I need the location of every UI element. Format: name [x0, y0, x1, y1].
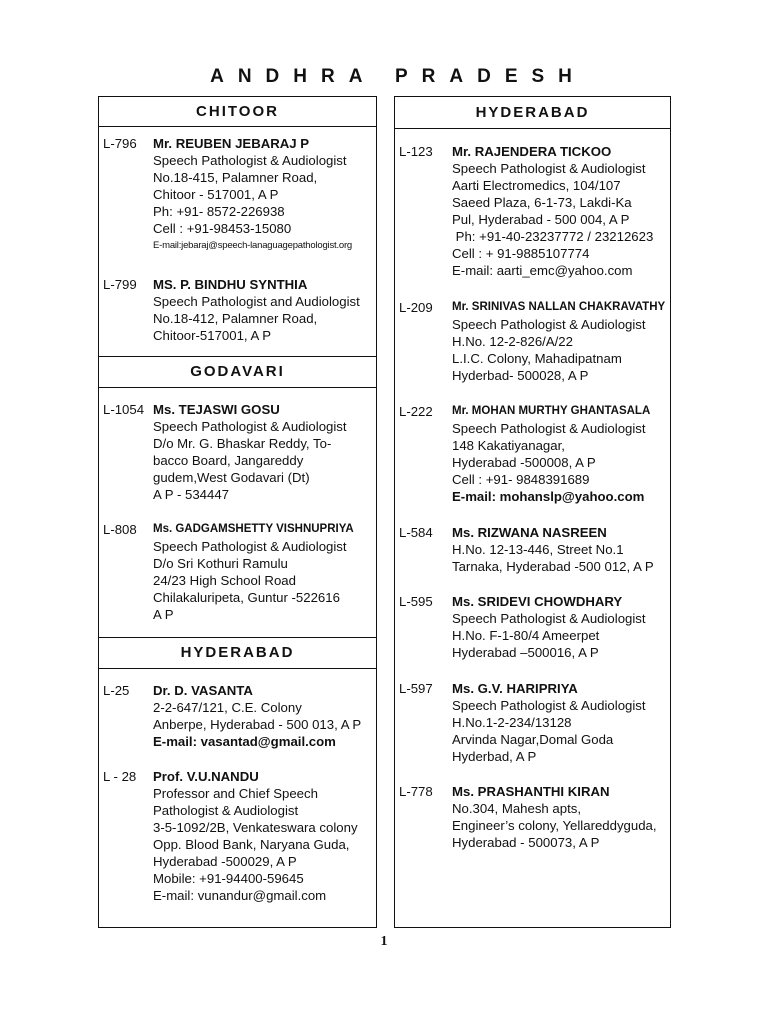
entry-line: bacco Board, Jangareddy [153, 453, 304, 468]
entry-line: Ph: +91-40-23237772 / 23212623 [452, 229, 654, 244]
entry-line: A P [153, 607, 174, 622]
entry-line: Tarnaka, Hyderabad -500 012, A P [452, 559, 654, 574]
entry-line: Hyderabad - 500073, A P [452, 835, 600, 850]
entry-line: Hyderbad- 500028, A P [452, 368, 589, 383]
entry-line: Ph: +91- 8572-226938 [153, 204, 285, 219]
entry-email: E-mail:jebaraj@speech-lanaguagepathologist.org [153, 240, 353, 251]
entry-line: Cell : + 91-9885107774 [452, 246, 590, 261]
entry-line: Mobile: +91-94400-59645 [153, 871, 304, 886]
entry-line: Speech Pathologist & Audiologist [153, 153, 347, 168]
entry-code: L-595 [399, 594, 433, 609]
page-number: 1 [380, 934, 388, 949]
entry-code: L - 28 [103, 769, 137, 784]
entry-line: Hyderabad -500008, A P [452, 455, 596, 470]
entry-line: D/o Mr. G. Bhaskar Reddy, To- [153, 436, 332, 451]
entry-name: Ms. TEJASWI GOSU [153, 402, 280, 417]
entry-line: Hyderabad -500029, A P [153, 854, 297, 869]
entry-code: L-808 [103, 522, 137, 537]
entry-code: L-123 [399, 144, 433, 159]
entry-line: No.18-415, Palamner Road, [153, 170, 318, 185]
entry-email: E-mail: vunandur@gmail.com [153, 888, 327, 903]
entry-line: H.No. F-1-80/4 Ameerpet [452, 628, 600, 643]
entry-line: Speech Pathologist & Audiologist [153, 539, 347, 554]
entry-code: L-222 [399, 404, 433, 419]
entry-line: Hyderbad, A P [452, 749, 537, 764]
entry-line: Speech Pathologist & Audiologist [452, 421, 646, 436]
entry-line: H.No. 12-2-826/A/22 [452, 334, 573, 349]
entry-line: gudem,West Godavari (Dt) [153, 470, 310, 485]
entry-name: Mr. REUBEN JEBARAJ P [153, 136, 310, 151]
section-title-hyderabad-left: HYDERABAD [99, 637, 376, 669]
entry-email: E-mail: aarti_emc@yahoo.com [452, 263, 633, 278]
entry-line: Professor and Chief Speech [153, 786, 318, 801]
entry-line: Opp. Blood Bank, Naryana Guda, [153, 837, 350, 852]
entry-name: Ms. G.V. HARIPRIYA [452, 681, 578, 696]
entry-code: L-778 [399, 784, 433, 799]
entry-name: Mr. MOHAN MURTHY GHANTASALA [452, 405, 651, 417]
entry-name: Mr. RAJENDERA TICKOO [452, 144, 612, 159]
entry-line: No.18-412, Palamner Road, [153, 311, 318, 326]
entry-line: Aarti Electromedics, 104/107 [452, 178, 621, 193]
state-title: ANDHRA PRADESH [210, 66, 586, 87]
right-column [394, 96, 671, 928]
entry-code: L-799 [103, 277, 137, 292]
entry-line: H.No.1-2-234/13128 [452, 715, 572, 730]
entry-line: Chitoor-517001, A P [153, 328, 272, 343]
entry-line: Hyderabad –500016, A P [452, 645, 599, 660]
entry-line: Speech Pathologist & Audiologist [452, 161, 646, 176]
entry-code: L-1054 [103, 402, 145, 417]
entry-line: Arvinda Nagar,Domal Goda [452, 732, 614, 747]
entry-line: Engineer’s colony, Yellareddyguda, [452, 818, 657, 833]
entry-line: Pul, Hyderabad - 500 004, A P [452, 212, 630, 227]
section-title-chitoor: CHITOOR [99, 97, 376, 127]
entry-line: D/o Sri Kothuri Ramulu [153, 556, 288, 571]
entry-line: Pathologist & Audiologist [153, 803, 299, 818]
entry-line: L.I.C. Colony, Mahadipatnam [452, 351, 622, 366]
entry-name: Mr. SRINIVAS NALLAN CHAKRAVATHY [452, 301, 666, 313]
entry-line: Cell : +91-98453-15080 [153, 221, 292, 236]
entry-name: MS. P. BINDHU SYNTHIA [153, 277, 308, 292]
entry-line: 24/23 High School Road [153, 573, 296, 588]
section-title-godavari: GODAVARI [99, 356, 376, 388]
entry-code: L-597 [399, 681, 433, 696]
entry-line: Saeed Plaza, 6-1-73, Lakdi-Ka [452, 195, 632, 210]
entry-name: Ms. SRIDEVI CHOWDHARY [452, 594, 623, 609]
entry-line: 148 Kakatiyanagar, [452, 438, 565, 453]
entry-line: 3-5-1092/2B, Venkateswara colony [153, 820, 358, 835]
entry-code: L-25 [103, 683, 130, 698]
left-column [98, 96, 377, 928]
entry-line: H.No. 12-13-446, Street No.1 [452, 542, 624, 557]
entry-line: Chitoor - 517001, A P [153, 187, 279, 202]
entry-code: L-796 [103, 136, 137, 151]
entry-line: Cell : +91- 9848391689 [452, 472, 590, 487]
entry-line: Speech Pathologist & Audiologist [452, 698, 646, 713]
entry-line: 2-2-647/121, C.E. Colony [153, 700, 302, 715]
entry-line: Chilakaluripeta, Guntur -522616 [153, 590, 340, 605]
entry-email: E-mail: vasantad@gmail.com [153, 734, 336, 749]
entry-line: Anberpe, Hyderabad - 500 013, A P [153, 717, 362, 732]
section-title-hyderabad-right: HYDERABAD [395, 97, 670, 129]
entry-line: A P - 534447 [153, 487, 230, 502]
entry-line: Speech Pathologist & Audiologist [452, 317, 646, 332]
entry-name: Ms. PRASHANTHI KIRAN [452, 784, 610, 799]
entry-name: Ms. RIZWANA NASREEN [452, 525, 607, 540]
entry-name: Ms. GADGAMSHETTY VISHNUPRIYA [153, 523, 354, 535]
entry-line: No.304, Mahesh apts, [452, 801, 582, 816]
entry-line: Speech Pathologist & Audiologist [153, 419, 347, 434]
entry-line: Speech Pathologist and Audiologist [153, 294, 360, 309]
entry-code: L-209 [399, 300, 433, 315]
entry-code: L-584 [399, 525, 433, 540]
entry-line: Speech Pathologist & Audiologist [452, 611, 646, 626]
entry-name: Prof. V.U.NANDU [153, 769, 259, 784]
entry-email: E-mail: mohanslp@yahoo.com [452, 489, 645, 504]
entry-name: Dr. D. VASANTA [153, 683, 253, 698]
